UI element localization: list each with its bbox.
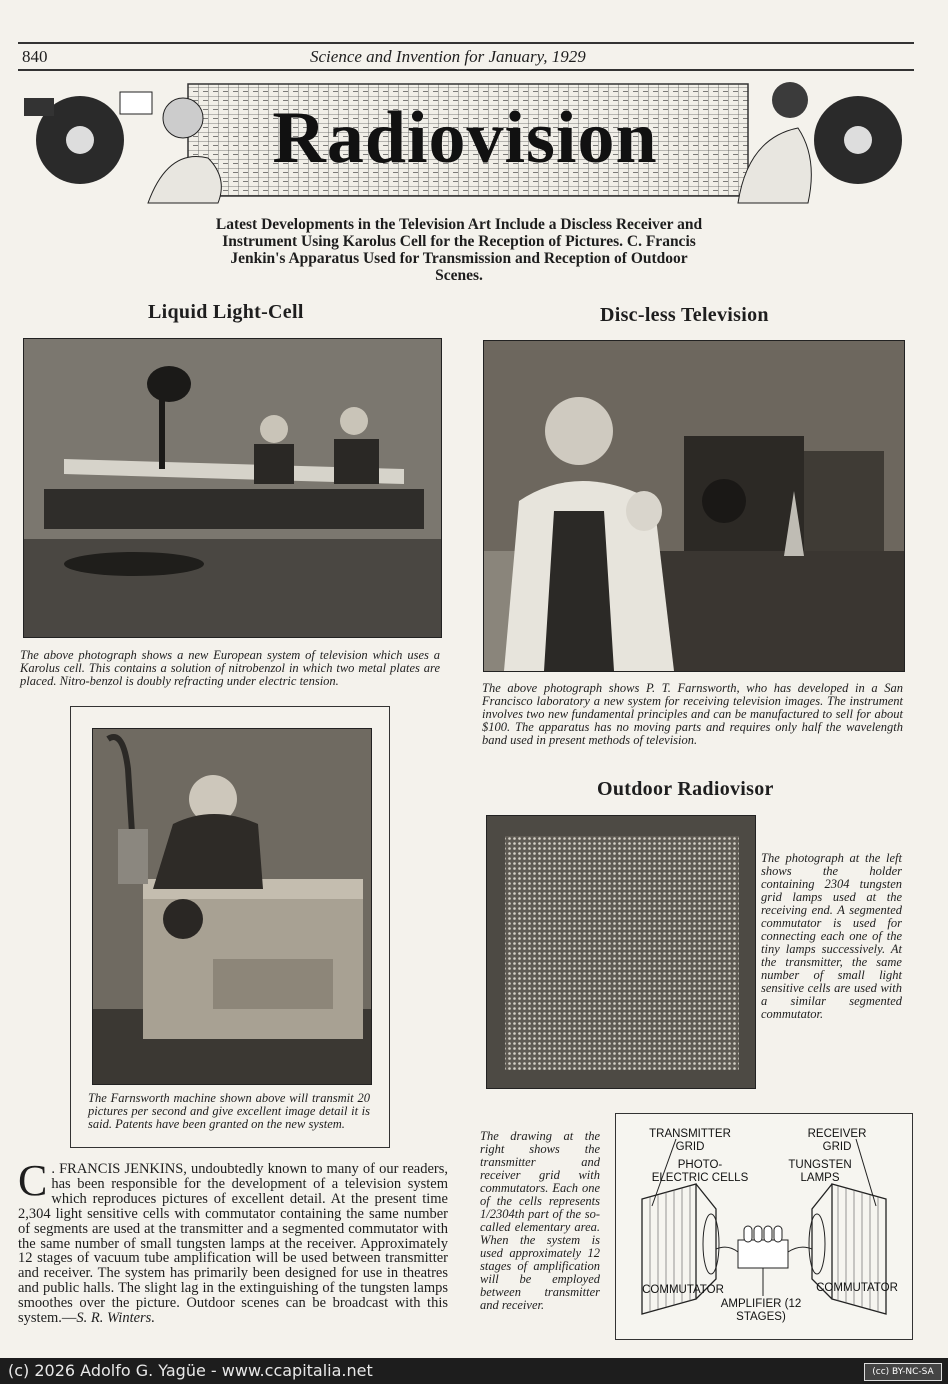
outdoor-radiovisor-caption: The photograph at the left shows the holder containing 2304 tungsten grid lamps used at the receiving end. A segmented commutator is used for connecting each one of the tiny lamps successively. At the transmitter, the same number of small light sensitive cells are used with a similar segmented commutator. <box>761 851 902 1021</box>
drop-cap: C <box>18 1156 48 1205</box>
commutator-left-label: COMMUTATOR <box>642 1284 724 1296</box>
farnsworth-machine-art <box>93 729 371 1084</box>
header-top-rule <box>18 42 914 44</box>
farnsworth-receiver-photo <box>483 340 905 672</box>
banner-title: Radiovision <box>272 97 658 179</box>
photo-cells-label: PHOTO-ELECTRIC CELLS <box>651 1159 749 1184</box>
outdoor-radiovisor-title: Outdoor Radiovisor <box>597 778 774 800</box>
liquid-light-cell-title: Liquid Light-Cell <box>148 301 304 323</box>
farnsworth-machine-caption: The Farnsworth machine shown above will transmit 20 pictures per second and give excellent image detail it is said. Patents have been granted on the new system. <box>88 1091 370 1131</box>
cc-license-badge: (cc) BY-NC-SA <box>864 1363 942 1381</box>
footer-credit: (c) 2026 Adolfo G. Yagüe - www.ccapitalia.net <box>8 1361 373 1380</box>
header-bottom-rule <box>18 69 914 71</box>
tungsten-lamps-label: TUNGSTEN LAMPS <box>788 1159 852 1184</box>
running-title: Science and Invention for January, 1929 <box>310 47 586 66</box>
discless-television-title: Disc-less Television <box>600 304 769 326</box>
farnsworth-photo-art <box>484 341 904 671</box>
commutator-right-label: COMMUTATOR <box>816 1282 898 1294</box>
transmitter-grid-label: TRANSMITTER GRID <box>649 1128 731 1153</box>
article-body <box>18 1156 448 1327</box>
footer-bar <box>0 1358 948 1384</box>
page-number: 840 <box>22 47 48 66</box>
farnsworth-machine-photo <box>92 728 372 1085</box>
discless-television-caption: The above photograph shows P. T. Farnsworth, who has developed in a San Francisco laboratory a new system for receiving television images. The instrument involves two new fundamental principles and can be manufactured to sell for about $100. The apparatus has no moving parts and requires only half the wavelength band used in present methods of television. <box>482 681 903 747</box>
transmission-diagram <box>615 1113 913 1340</box>
lamp-grid-photo <box>486 815 756 1089</box>
article-body-text: . FRANCIS JENKINS, undoubtedly known to many of our readers, has been responsible for the development of a television system which reproduces pictures of excellent detail. At the present time 2,304 light sensitive cells with commutator containing the same number of segments are used at the transmitter and a segmented commutator with the same number of small tungsten lamps at the receiver. Approximately 12 stages of vacuum tube amplification will be used between transmitter and receiver. The system has primarily been designed for use in theatres and public halls. The slight lag in the extinguishing of the tungsten lamps smoothes over the picture. Outdoor scenes can be broadcast with this system.— <box>18 1161 448 1327</box>
amplifier-label: AMPLIFIER (12 STAGES) <box>720 1298 802 1323</box>
lamp-grid-art <box>487 816 755 1088</box>
receiver-grid-label: RECEIVER GRID <box>807 1128 867 1153</box>
title-banner <box>18 78 912 204</box>
liquid-light-cell-caption: The above photograph shows a new European system of television which uses a Karolus cell. This contains a solution of nitrobenzol in which two metal plates are placed. Nitro-benzol is doubly refracting under electric tension. <box>20 648 440 688</box>
karolus-cell-photo <box>23 338 442 638</box>
karolus-photo-art <box>24 339 441 637</box>
diagram-caption: The drawing at the right shows the transmitter and receiver grid with commutators. Each one of the cells represents 1/2304th part of the so-called elementary area. When the system is used approximately 12 stages of amplification will be employed between transmitter and receiver. <box>480 1129 600 1312</box>
article-subtitle: Latest Developments in the Television Art Include a Discless Receiver and Instrument Using Karolus Cell for the Reception of Pictures. C. Francis Jenkin's Apparatus Used for Transmission and Reception of Outdoor Scenes. <box>215 216 703 284</box>
article-author: S. R. Winters. <box>76 1310 155 1327</box>
